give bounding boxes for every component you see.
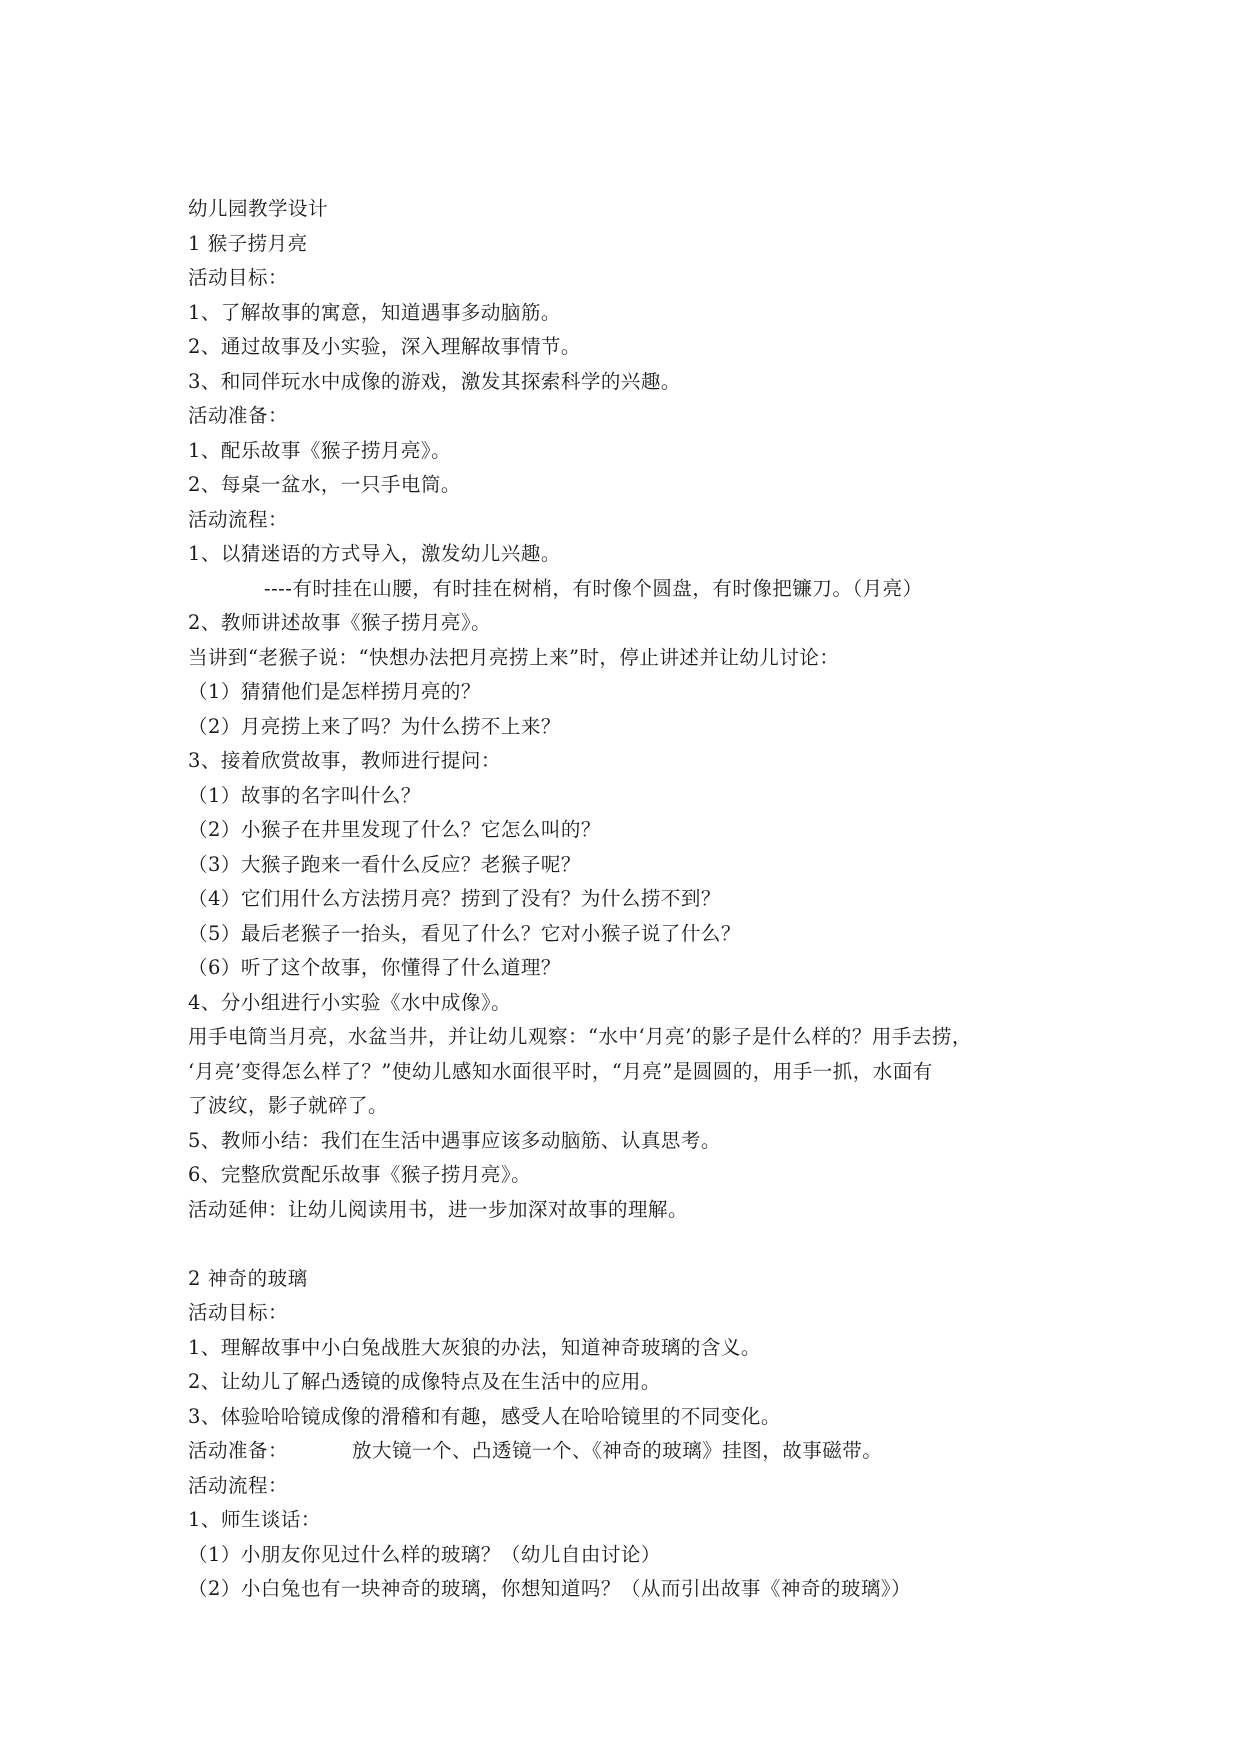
lesson2-prep-label: 活动准备： — [188, 1439, 289, 1462]
lesson1-step3-question: （1）故事的名字叫什么？ — [188, 783, 421, 807]
lesson1-step4-desc: 用手电筒当月亮，水盆当井，并让幼儿观察：“水中‘月亮’的影子是什么样的？用手去捞， — [188, 1025, 972, 1048]
lesson1-step3-question: （6）听了这个故事，你懂得了什么道理？ — [188, 956, 561, 979]
lesson1-goal: 2、通过故事及小实验，深入理解故事情节。 — [188, 335, 581, 358]
lesson1-step2: 2、教师讲述故事《猴子捞月亮》。 — [188, 611, 492, 634]
lesson1-step1: 1、以猜迷语的方式导入，激发幼儿兴趣。 — [188, 542, 561, 565]
lesson1-goals-label: 活动目标： — [188, 266, 289, 289]
lesson1-step6: 6、完整欣赏配乐故事《猴子捞月亮》。 — [188, 1163, 532, 1186]
lesson1-riddle: ----有时挂在山腰，有时挂在树梢，有时像个圆盘，有时像把镰刀。（月亮） — [264, 576, 923, 600]
document-body — [188, 192, 1068, 1607]
lesson1-step3-question: （3）大猴子跑来一看什么反应？老猴子呢？ — [188, 852, 581, 876]
lesson2-goals-label: 活动目标： — [188, 1301, 289, 1324]
lesson1-prep-item: 2、每桌一盆水，一只手电筒。 — [188, 473, 461, 496]
lesson2-prep — [188, 1434, 1068, 1469]
lesson2-step1-question: （2）小白兔也有一块神奇的玻璃，你想知道吗？（从而引出故事《神奇的玻璃》） — [188, 1577, 912, 1600]
lesson1-step3-question: （2）小猴子在井里发现了什么？它怎么叫的？ — [188, 818, 601, 841]
lesson1-prep-item: 1、配乐故事《猴子捞月亮》。 — [188, 438, 452, 462]
lesson1-flow-label: 活动流程： — [188, 507, 289, 531]
lesson1-step2-question: （2）月亮捞上来了吗？为什么捞不上来？ — [188, 714, 561, 738]
section-spacer — [188, 1227, 1068, 1262]
lesson1-step4: 4、分小组进行小实验《水中成像》。 — [188, 990, 512, 1014]
lesson2-goal: 1、理解故事中小白兔战胜大灰狼的办法，知道神奇玻璃的含义。 — [188, 1335, 761, 1359]
lesson2-goal: 3、体验哈哈镜成像的滑稽和有趣，感受人在哈哈镜里的不同变化。 — [188, 1404, 781, 1428]
lesson1-step5: 5、教师小结：我们在生活中遇事应该多动脑筋、认真思考。 — [188, 1128, 721, 1152]
lesson1-step4-desc: 了波纹，影子就碎了。 — [188, 1094, 389, 1117]
lesson1-step4-desc: ‘月亮’变得怎么样了？”使幼儿感知水面很平时，“月亮”是圆圆的，用手一抓，水面有 — [188, 1059, 933, 1083]
lesson2-flow-label: 活动流程： — [188, 1473, 289, 1497]
lesson1-step3-question: （4）它们用什么方法捞月亮？捞到了没有？为什么捞不到？ — [188, 887, 721, 910]
lesson1-title: 1 猴子捞月亮 — [188, 231, 308, 255]
lesson1-step3: 3、接着欣赏故事，教师进行提问： — [188, 749, 501, 772]
lesson2-goal: 2、让幼儿了解凸透镜的成像特点及在生活中的应用。 — [188, 1370, 661, 1393]
lesson1-step2-question: （1）猜猜他们是怎样捞月亮的？ — [188, 680, 481, 703]
document-title: 幼儿园教学设计 — [188, 197, 329, 220]
lesson1-extension: 活动延伸：让幼儿阅读用书，进一步加深对故事的理解。 — [188, 1197, 689, 1221]
lesson2-step1-question: （1）小朋友你见过什么样的玻璃？（幼儿自由讨论） — [188, 1542, 661, 1566]
lesson1-step2-note: 当讲到“老猴子说：“快想办法把月亮捞上来”时，停止讲述并让幼儿讨论： — [188, 645, 840, 669]
lesson1-prep-label: 活动准备： — [188, 404, 289, 427]
lesson1-step3-question: （5）最后老猴子一抬头，看见了什么？它对小猴子说了什么？ — [188, 921, 741, 945]
lesson2-step1: 1、师生谈话： — [188, 1508, 321, 1531]
lesson1-goal: 1、了解故事的寓意，知道遇事多动脑筋。 — [188, 300, 561, 324]
lesson2-prep-text: 放大镜一个、凸透镜一个、《神奇的玻璃》挂图，故事磁带。 — [352, 1439, 883, 1462]
lesson1-goal: 3、和同伴玩水中成像的游戏，激发其探索科学的兴趣。 — [188, 369, 681, 393]
lesson2-title: 2 神奇的玻璃 — [188, 1266, 308, 1290]
